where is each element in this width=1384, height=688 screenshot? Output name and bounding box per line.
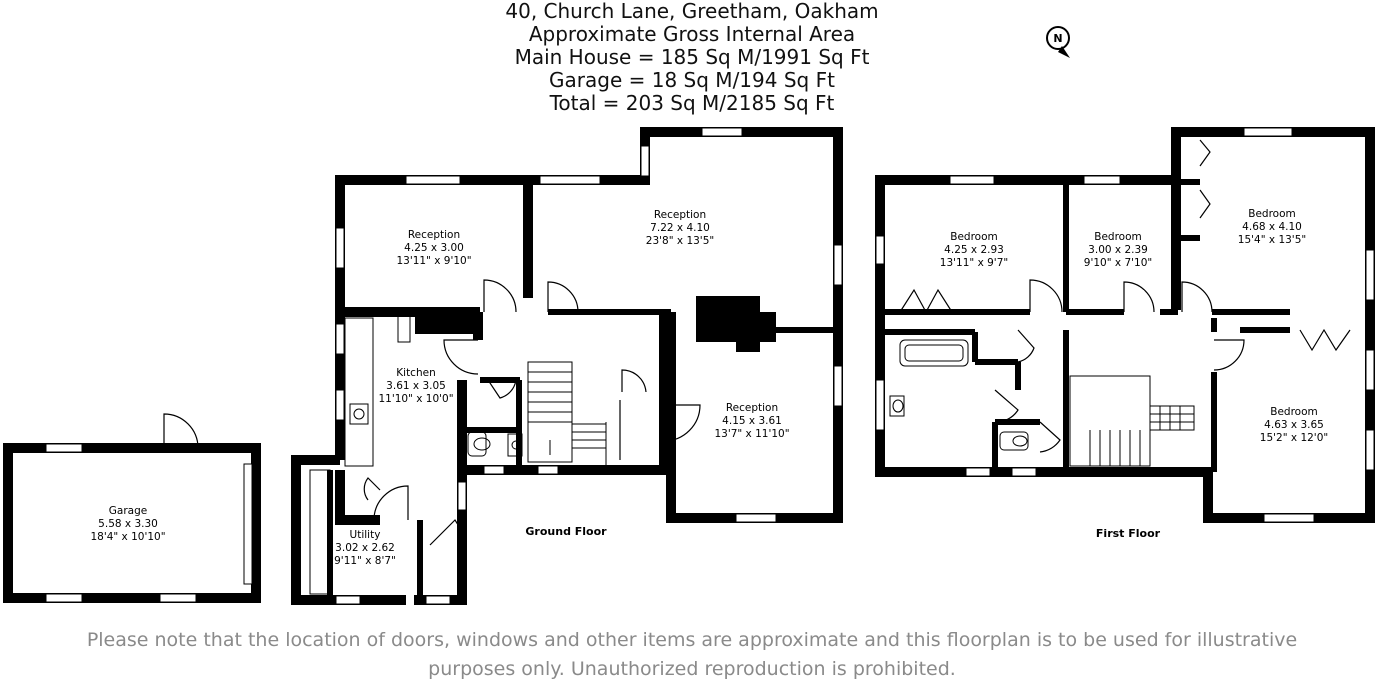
room-name: Utility — [349, 529, 381, 541]
first-floor-walls — [875, 132, 1370, 518]
room-bedroom-4 — [1260, 406, 1328, 444]
room-metric: 4.25 x 2.93 — [944, 244, 1004, 256]
room-imperial: 13'7" x 11'10" — [714, 428, 790, 440]
room-name: Kitchen — [396, 367, 436, 379]
room-name: Bedroom — [950, 231, 998, 243]
address-title: 40, Church Lane, Greetham, Oakham — [505, 0, 879, 23]
room-metric: 4.63 x 3.65 — [1264, 419, 1324, 431]
room-garage — [90, 505, 165, 543]
room-imperial: 9'11" x 8'7" — [334, 555, 396, 567]
room-imperial: 11'10" x 10'0" — [378, 393, 454, 405]
disclaimer-line-2: purposes only. Unauthorized reproduction is prohibited. — [428, 658, 956, 680]
room-name: Bedroom — [1248, 208, 1296, 220]
room-imperial: 15'4" x 13'5" — [1237, 234, 1307, 246]
room-metric: 4.15 x 3.61 — [722, 415, 782, 427]
garage-area: Garage = 18 Sq M/194 Sq Ft — [549, 68, 835, 92]
room-kitchen — [378, 367, 453, 405]
compass-label: N — [1053, 32, 1063, 45]
room-name: Garage — [108, 505, 148, 517]
room-imperial: 9'10" x 7'10" — [1083, 257, 1153, 269]
room-reception-3 — [714, 402, 789, 440]
total-area: Total = 203 Sq M/2185 Sq Ft — [549, 91, 835, 115]
area-title: Approximate Gross Internal Area — [528, 22, 856, 46]
ground-floor-label: Ground Floor — [525, 525, 607, 538]
room-imperial: 15'2" x 12'0" — [1259, 432, 1329, 444]
room-metric: 7.22 x 4.10 — [650, 222, 710, 234]
room-name: Reception — [653, 209, 707, 221]
room-name: Reception — [725, 402, 779, 414]
room-reception-2 — [646, 209, 714, 247]
north-arrow-icon — [1047, 27, 1070, 58]
room-imperial: 18'4" x 10'10" — [90, 531, 166, 543]
room-imperial: 23'8" x 13'5" — [645, 235, 715, 247]
room-metric: 5.58 x 3.30 — [98, 518, 158, 530]
room-metric: 4.68 x 4.10 — [1242, 221, 1302, 233]
first-floor-label: First Floor — [1095, 527, 1161, 540]
room-metric: 4.25 x 3.00 — [404, 242, 464, 254]
room-metric: 3.00 x 2.39 — [1088, 244, 1148, 256]
room-utility — [334, 529, 396, 567]
room-bedroom-1 — [940, 231, 1008, 269]
room-name: Reception — [407, 229, 461, 241]
room-imperial: 13'11" x 9'7" — [939, 257, 1009, 269]
room-metric: 3.61 x 3.05 — [386, 380, 446, 392]
room-bedroom-3 — [1238, 208, 1306, 246]
room-name: Bedroom — [1094, 231, 1142, 243]
main-house-area: Main House = 185 Sq M/1991 Sq Ft — [514, 45, 870, 69]
disclaimer-line-1: Please note that the location of doors, windows and other items are approximate and this floorplan is to be used for illustrative — [86, 629, 1298, 651]
room-imperial: 13'11" x 9'10" — [396, 255, 472, 267]
room-metric: 3.02 x 2.62 — [335, 542, 395, 554]
room-reception-1 — [396, 229, 471, 267]
room-bedroom-2 — [1084, 231, 1152, 269]
room-name: Bedroom — [1270, 406, 1318, 418]
